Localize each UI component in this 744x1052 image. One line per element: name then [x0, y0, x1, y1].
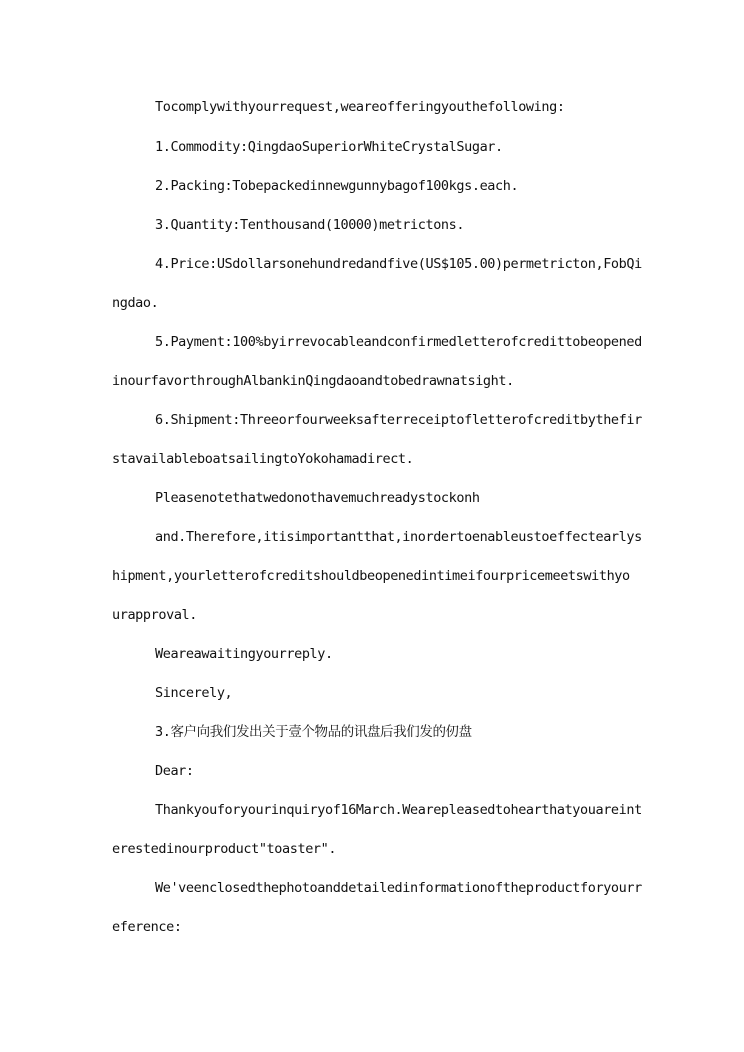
text-line-enclosed-continued: eference:	[112, 919, 182, 935]
text-line-quantity: 3.Quantity:Tenthousand(10000)metrictons.	[155, 217, 465, 233]
text-line-thanks-continued: erestedinourproduct"toaster".	[112, 841, 337, 857]
text-line-price-continued: ngdao.	[112, 295, 159, 311]
text-line-note-continued-1: and.Therefore,itisimportantthat,inordertoenableustoeffectearlys	[155, 529, 642, 545]
text-line-note: Pleasenotethatwedonothavemuchreadystockonh	[155, 490, 480, 506]
text-line-price: 4.Price:USdollarsonehundredandfive(US$105.00)permetricton,FobQi	[155, 256, 642, 272]
text-line-salutation: Dear:	[155, 763, 194, 779]
text-line-packing: 2.Packing:Tobepackedinnewgunnybagof100kgs.each.	[155, 178, 519, 194]
text-line-payment-continued: inourfavorthroughAlbankinQingdaoandtobedrawnatsight.	[112, 373, 514, 389]
text-line-shipment-continued: stavailableboatsailingtoYokohamadirect.	[112, 451, 414, 467]
section-heading: 3.客户向我们发出关于壹个物品的讯盘后我们发的仞盘	[155, 724, 472, 740]
text-line-enclosed: We'veenclosedthephotoanddetailedinformationoftheproductforyourr	[155, 880, 642, 896]
text-line-awaiting: Weareawaitingyourreply.	[155, 646, 333, 662]
text-line-payment: 5.Payment:100%byirrevocableandconfirmedletterofcredittobeopened	[155, 334, 642, 350]
text-line-intro: Tocomplywithyourrequest,weareofferingyouthefollowing:	[155, 99, 565, 115]
text-line-shipment: 6.Shipment:Threeorfourweeksafterreceiptofletterofcreditbythefir	[155, 412, 642, 428]
text-line-thanks: Thankyouforyourinquiryof16March.Wearepleasedtohearthatyouareint	[155, 802, 642, 818]
text-line-sincerely: Sincerely,	[155, 685, 233, 701]
text-line-note-continued-2: hipment,yourletterofcreditshouldbeopenedintimeifourpricemeetswithyo	[112, 568, 630, 584]
text-line-note-continued-3: urapproval.	[112, 607, 198, 623]
text-line-commodity: 1.Commodity:QingdaoSuperiorWhiteCrystalSugar.	[155, 139, 503, 155]
